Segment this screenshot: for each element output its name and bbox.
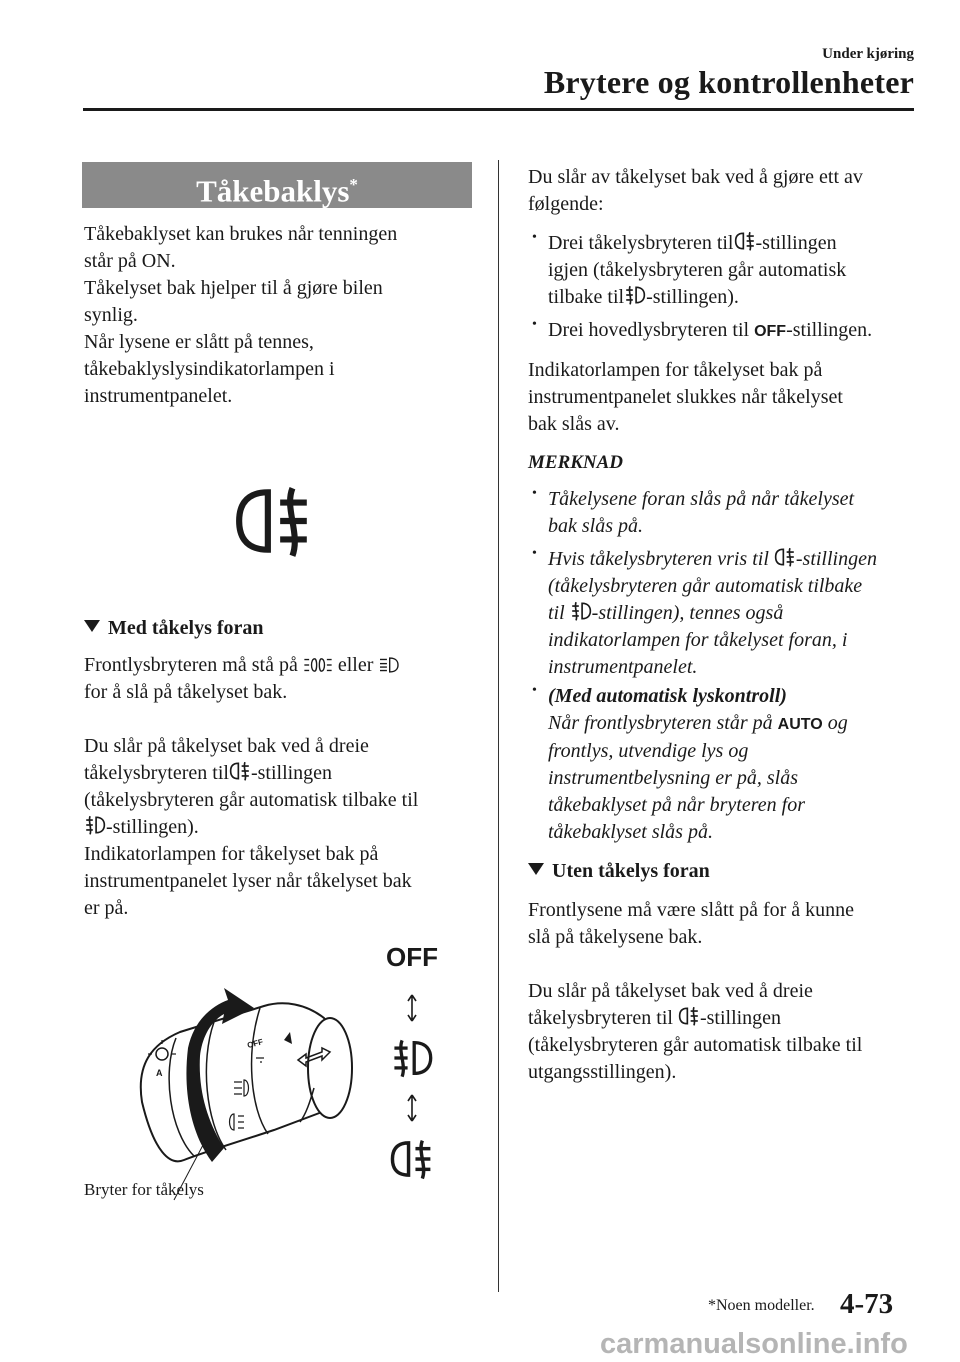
text-fragment: Hvis tåkelysbryteren vris til	[548, 548, 769, 570]
rear-fog-icon	[389, 1136, 435, 1182]
text-fragment: -stillingen	[755, 232, 837, 254]
intro-line: Tåkelyset bak hjelper til å gjøre bilen	[84, 277, 383, 299]
front-fog-icon	[390, 1036, 434, 1080]
rear-fog-icon	[774, 546, 796, 568]
front-fog-icon	[624, 284, 646, 306]
text-line: følgende:	[528, 193, 604, 215]
text-fragment: -stillingen	[250, 762, 333, 784]
auto-label: AUTO	[777, 716, 823, 733]
text-fragment: Når frontlysbryteren står på	[548, 712, 773, 734]
text-line: tåkebaklyset slås på.	[548, 821, 713, 843]
text-fragment: til	[548, 602, 565, 624]
column-divider	[498, 160, 499, 1292]
text-line: Indikatorlampen for tåkelyset bak på	[528, 359, 823, 381]
caption-text: Bryter for tåkelys	[84, 1180, 204, 1199]
note-item	[528, 683, 916, 846]
fog-switch-figure	[84, 942, 472, 1202]
page-number: 4-73	[840, 1288, 894, 1320]
text-fragment: -stillingen).	[106, 816, 199, 838]
note-block	[528, 452, 916, 846]
text-line: utgangsstillingen).	[528, 1061, 677, 1083]
note-item	[528, 486, 916, 540]
text-fragment: -stillingen), tennes også	[591, 602, 784, 624]
rear-fog-indicator-figure	[84, 480, 472, 567]
note-item	[528, 546, 916, 681]
text-line: Du slår på tåkelyset bak ved å dreie	[84, 735, 369, 757]
text-line: instrumentpanelet slukkes når tåkelyset	[528, 386, 843, 408]
text-line: frontlys, utvendige lys og	[548, 740, 749, 762]
intro-line: Tåkebaklyset kan brukes når tenningen	[84, 223, 398, 245]
text-fragment: Drei tåkelysbryteren til	[548, 232, 734, 254]
rear-fog-icon	[229, 760, 251, 782]
intro-line: står på ON.	[84, 250, 176, 272]
text-line: instrumentbelysning er på, slås	[548, 767, 798, 789]
text-line: (tåkelysbryteren går automatisk tilbake	[548, 575, 863, 597]
text-line: Indikatorlampen for tåkelyset bak på	[84, 843, 379, 865]
text-line: bak slås på.	[548, 515, 643, 537]
list-item	[528, 230, 916, 311]
text-line: • Tåkelysene foran slås på når tåkelyset	[548, 488, 855, 510]
intro-line: synlig.	[84, 304, 138, 326]
front-fog-icon	[570, 600, 592, 622]
text-fragment: -stillingen.	[786, 319, 873, 341]
intro-text	[84, 221, 472, 410]
figure-caption	[84, 1180, 204, 1200]
text-fragment: tilbake til	[548, 286, 625, 308]
text-fragment: tåkelysbryteren til	[528, 1007, 673, 1029]
text-line: for å slå på tåkelyset bak.	[84, 681, 288, 703]
text-line: (tåkelysbryteren går automatisk tilbake til	[84, 789, 419, 811]
left-column	[84, 162, 472, 1202]
right-column	[528, 162, 916, 1086]
note-title: MERKNAD	[528, 452, 624, 473]
text-line: igjen (tåkelysbryteren går automatisk	[548, 259, 847, 281]
text-fragment: og	[827, 712, 848, 734]
up-down-arrow-icon	[406, 993, 418, 1023]
text-line: Du slår av tåkelyset bak ved å gjøre ett av	[528, 166, 863, 188]
text-line: Frontlysene må være slått på for å kunne	[528, 899, 855, 921]
rear-fog-icon	[678, 1005, 700, 1027]
text-fragment: Frontlysbryteren må stå på	[84, 654, 298, 676]
text-line: er på.	[84, 897, 129, 919]
page-header-subtitle: Under kjøring	[822, 46, 914, 62]
section-with-front-fog	[84, 617, 472, 640]
triangle-marker-icon	[84, 620, 100, 632]
intro-line: tåkebaklyslysindikatorlampen i	[84, 358, 335, 380]
headlight-icon	[378, 656, 400, 674]
section-without-front-fog	[528, 860, 916, 883]
text-line: slå på tåkelysene bak.	[528, 926, 703, 948]
svg-text:OFF: OFF	[246, 1037, 265, 1050]
section-heading-bar	[82, 162, 472, 208]
text-fragment: eller	[337, 654, 374, 676]
triangle-marker-icon	[528, 863, 544, 875]
fog-switch-illustration	[84, 952, 384, 1202]
rear-fog-icon	[734, 230, 756, 252]
text-line: indikatorlampen for tåkelyset foran, i	[548, 629, 848, 651]
watermark: carmanualsonline.info	[600, 1328, 908, 1360]
switch-positions	[382, 942, 442, 1187]
header-rule	[83, 108, 914, 111]
text-line: • (Med automatisk lyskontroll)	[548, 685, 787, 707]
text-line: instrumentpanelet.	[548, 656, 698, 678]
intro-line: instrumentpanelet.	[84, 385, 233, 407]
section-heading: Tåkebaklys	[196, 173, 350, 209]
svg-text:A: A	[156, 1068, 163, 1078]
intro-line: Når lysene er slått på tennes,	[84, 331, 314, 353]
text-line: (tåkelysbryteren går automatisk tilbake til	[528, 1034, 863, 1056]
up-down-arrow-icon	[406, 1093, 418, 1123]
text-line: instrumentpanelet lyser når tåkelyset bak	[84, 870, 412, 892]
text-line: Du slår på tåkelyset bak ved å dreie	[528, 980, 813, 1002]
text-fragment: tåkelysbryteren til	[84, 762, 229, 784]
text-fragment: -stillingen	[699, 1007, 782, 1029]
text-fragment: -stillingen	[795, 548, 877, 570]
front-fog-icon	[84, 814, 106, 836]
section-title: Med tåkelys foran	[108, 617, 264, 639]
section-title: Uten tåkelys foran	[552, 860, 710, 882]
heading-asterisk: *	[349, 175, 358, 194]
list-item	[528, 317, 916, 345]
parking-light-icon	[303, 656, 333, 674]
page-header-title: Brytere og kontrollenheter	[543, 64, 914, 100]
footnote: *Noen modeller.	[708, 1297, 815, 1314]
text-fragment: Drei hovedlysbryteren til	[548, 319, 750, 341]
text-line: bak slås av.	[528, 413, 620, 435]
off-label: OFF	[754, 323, 787, 340]
off-position-label: OFF	[386, 942, 438, 972]
text-line: tåkebaklyset på når bryteren for	[548, 794, 805, 816]
rear-fog-icon	[233, 480, 315, 562]
text-fragment: -stillingen).	[646, 286, 739, 308]
